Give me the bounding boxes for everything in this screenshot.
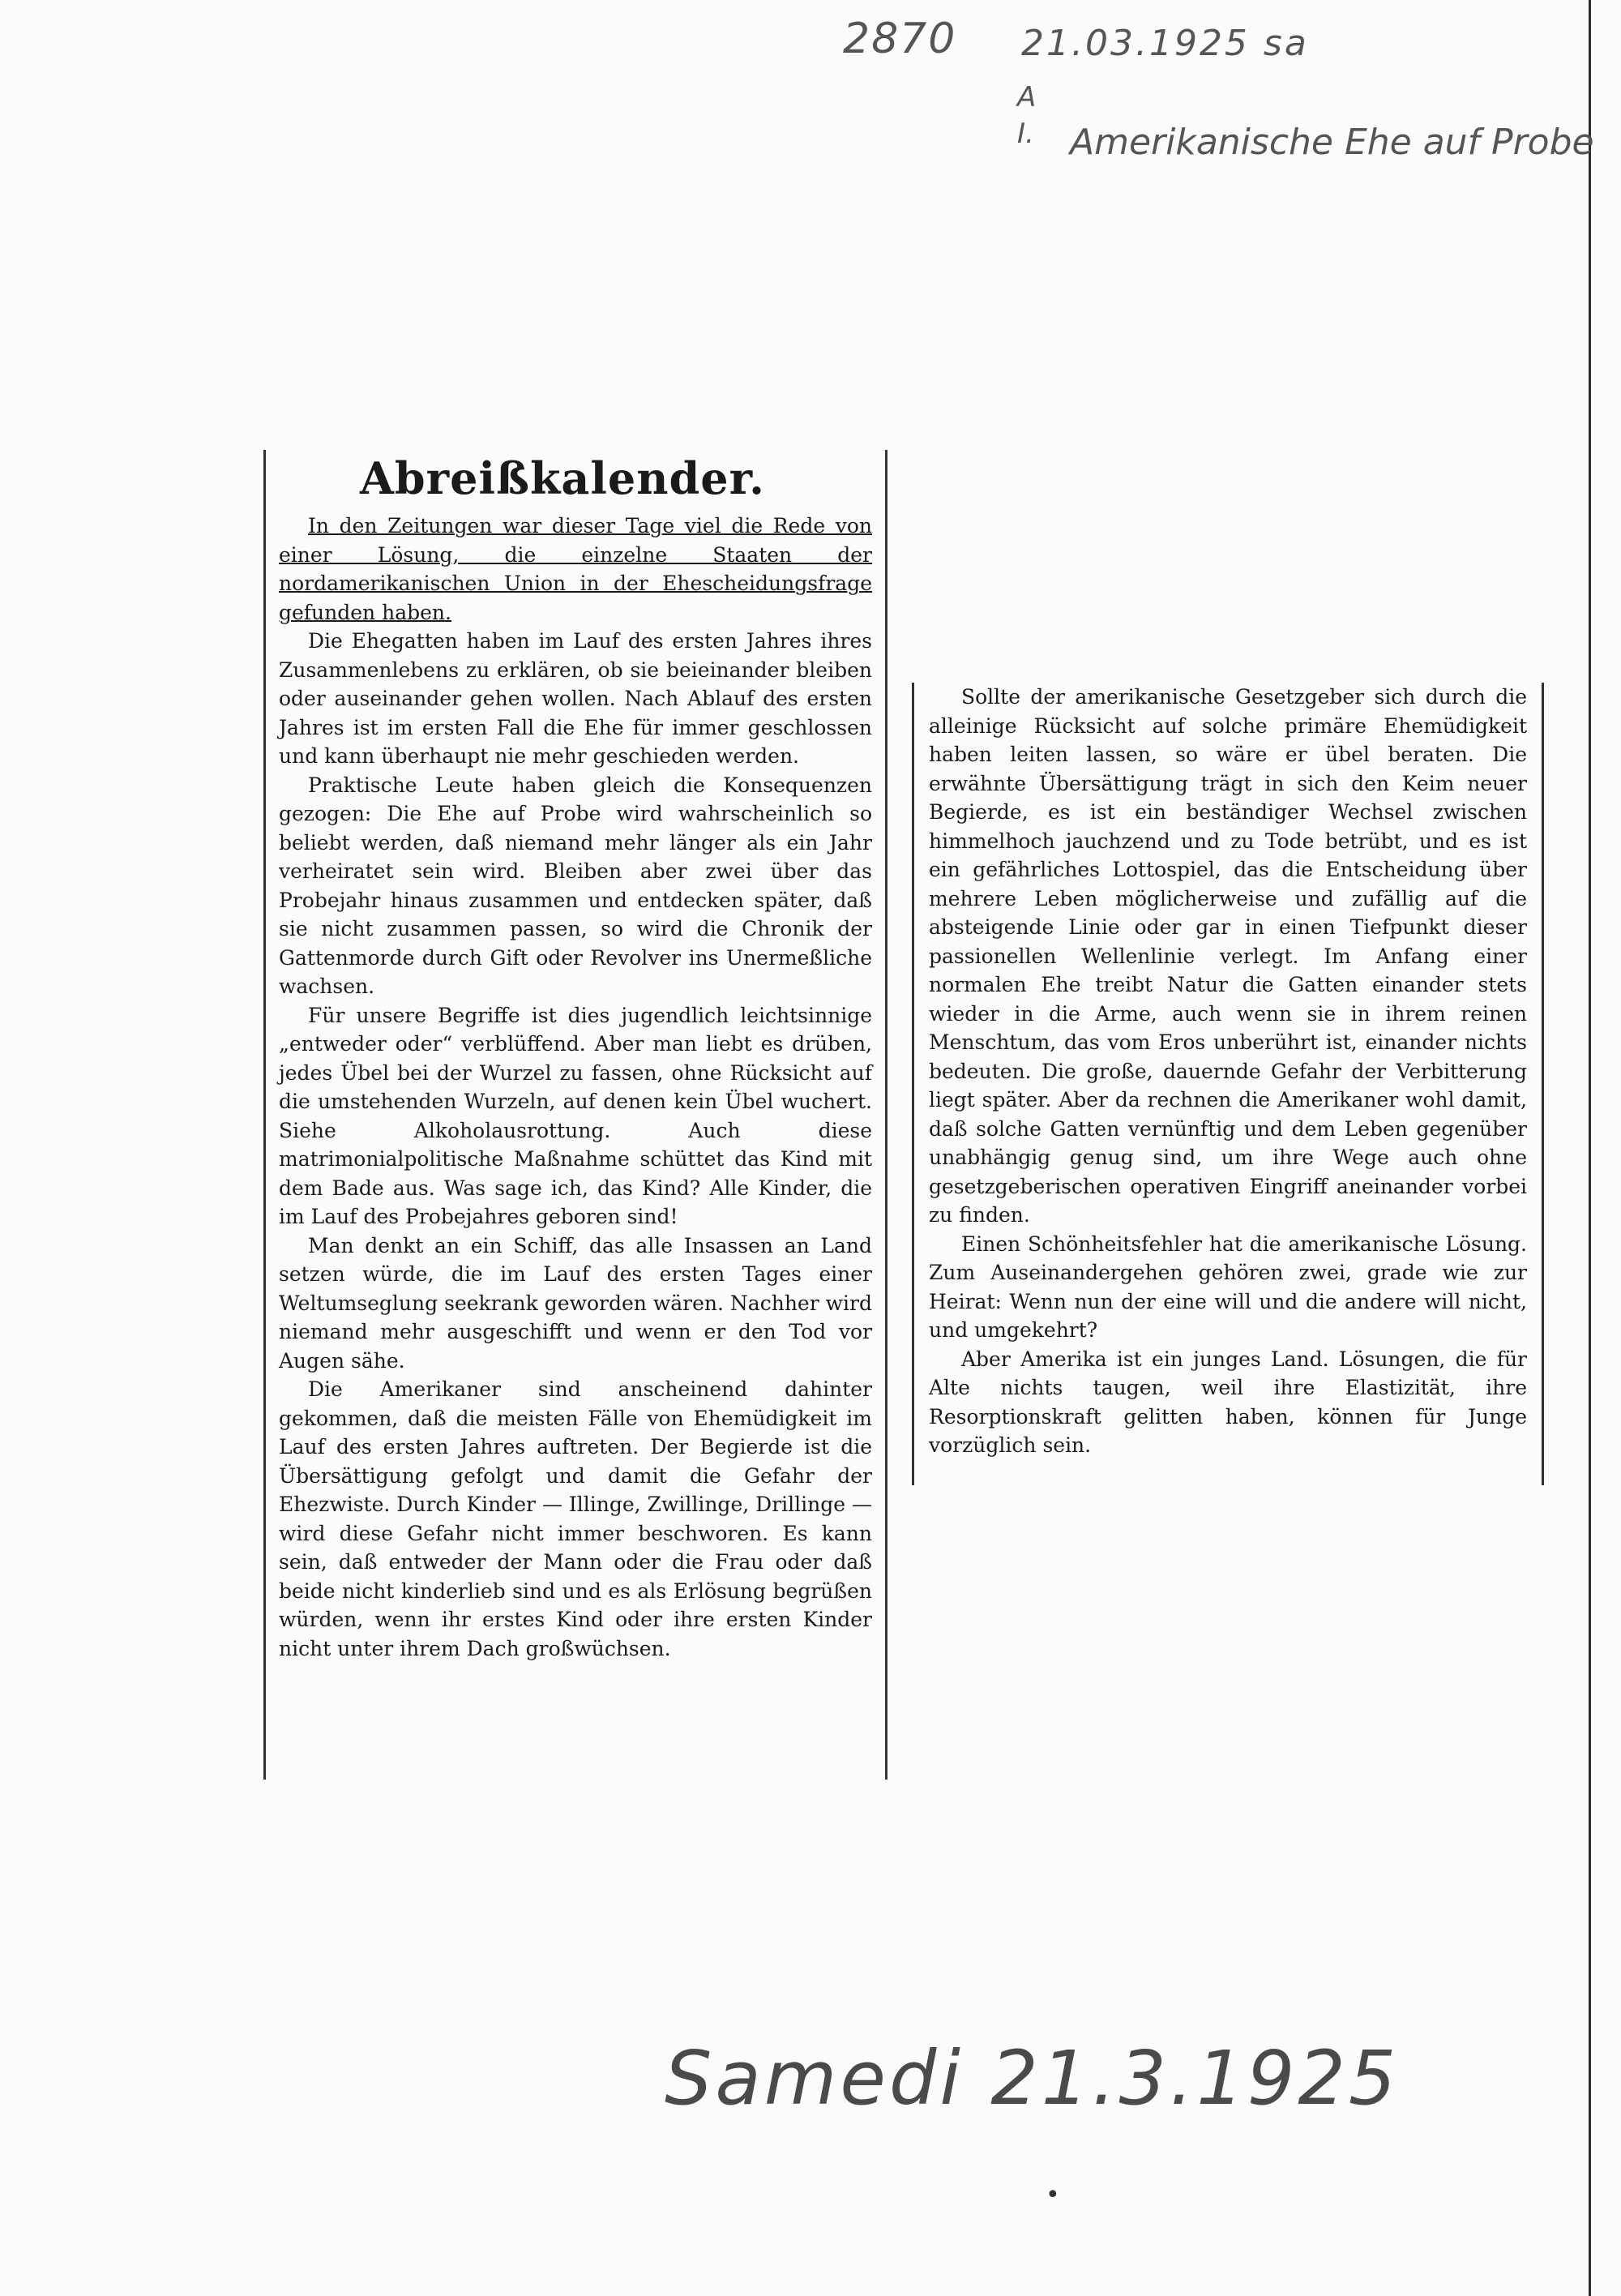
ink-dot: • [1046,2181,1060,2209]
article-headline: Abreißkalender. [360,452,765,504]
handwritten-date-top: 21.03.1925 sa [1021,23,1309,64]
article-paragraph: Praktische Leute haben gleich die Konsequenzen gezogen: Die Ehe auf Probe wird wahrscheinlich so beliebt werden, daß niemand mehr länger als ein Jahr verheiratet sein wird. Bleiben aber zwei über das Probejahr hinaus zusammen und entdecken später, daß sie nicht zusammen passen, so wird die Chronik der Gattenmorde durch Gift oder Revolver ins Unermeßliche wachsen. [279,773,872,998]
article-left-column [263,450,887,1780]
article-paragraph: Einen Schönheitsfehler hat die amerikanische Lösung. Zum Auseinandergehen gehören zwei, grade wie zur Heirat: Wenn nun der eine will und die andere will nicht, und umgekehrt? [929,1232,1527,1342]
page-edge-line [1589,0,1591,2296]
article-paragraph: Für unsere Begriffe ist dies jugendlich leichtsinnige „entweder oder“ verblüffend. Aber man liebt es drüben, jedes Übel bei der Wurzel zu fassen, ohne Rücksicht auf die umstehenden Wurzeln, auf denen kein Übel wuchert. Siehe Alkoholausrottung. Auch diese matrimonialpolitische Maßnahme schüttet das Kind mit dem Bade aus. Was sage ich, das Kind? Alle Kinder, die im Lauf des Probejahres geboren sind! [279,1003,872,1228]
handwritten-note-i: I. [1017,118,1034,150]
handwritten-archive-number: 2870 [843,15,957,63]
handwritten-note-a: A [1017,81,1037,114]
handwritten-date-bottom: Samedi 21.3.1925 [665,2035,1400,2122]
article-paragraph: Man denkt an ein Schiff, das alle Insassen an Land setzen würde, die im Lauf des ersten Tages einer Weltumseglung seekrank geworden wären. Nachher wird niemand mehr ausgeschifft und wenn er den Tod vor Augen sähe. [279,1233,872,1373]
article-paragraph: Aber Amerika ist ein junges Land. Lösungen, die für Alte nichts taugen, weil ihre Elastizität, ihre Resorptionskraft gelitten haben, können für Junge vorzüglich sein. [929,1347,1527,1457]
article-right-column [912,683,1544,1485]
article-paragraph: Sollte der amerikanische Gesetzgeber sich durch die alleinige Rücksicht auf solche primäre Ehemüdigkeit haben leiten lassen, so wäre er übel beraten. Die erwähnte Übersättigung trägt in sich den Keim neuer Begierde, es ist ein beständiger Wechsel zwischen himmelhoch jauchzend und zu Tode betrübt, und es ist ein gefährliches Lottospiel, das die Entscheidung über mehrere Leben möglicherweise und zufällig auf die absteigende Linie oder gar in einen Tiefpunkt dieser passionellen Wellenlinie verlegt. Im Anfang einer normalen Ehe treibt Natur die Gatten einander stets wieder in die Arme, auch wenn sie in ihrem reinen Menschtum, das vom Eros unberührt ist, einander nichts bedeuten. Die große, dauernde Gefahr der Verbitterung liegt später. Aber da rechnen die Amerikaner wohl damit, daß solche Gatten vernünftig und dem Leben gegenüber unabhängig genug sind, um ihre Wege auch ohne gesetzgeberischen operativen Eingriff aneinander vorbei zu finden. [929,685,1527,1227]
article-paragraph: Die Ehegatten haben im Lauf des ersten Jahres ihres Zusammenlebens zu erklären, ob sie beieinander bleiben oder auseinander gehen wollen. Nach Ablauf des ersten Jahres ist im ersten Fall die Ehe für immer geschlossen und kann überhaupt nie mehr geschieden werden. [279,629,872,768]
handwritten-title-note: Amerikanische Ehe auf Probe [1070,122,1594,163]
article-paragraph: In den Zeitungen war dieser Tage viel die Rede von einer Lösung, die einzelne Staaten der nordamerikanischen Union in der Ehescheidungsfrage gefunden haben. [279,514,872,624]
article-paragraph: Die Amerikaner sind anscheinend dahinter gekommen, daß die meisten Fälle von Ehemüdigkeit im Lauf des ersten Jahres auftreten. Der Begierde ist die Übersättigung gefolgt und damit die Gefahr der Ehezwiste. Durch Kinder — Illinge, Zwillinge, Drillinge — wird diese Gefahr nicht immer beschworen. Es kann sein, daß entweder der Mann oder die Frau oder daß beide nicht kinderlieb sind und es als Erlösung begrüßen würden, wenn ihr erstes Kind oder ihre ersten Kinder nicht unter ihrem Dach großwüchsen. [279,1377,872,1660]
